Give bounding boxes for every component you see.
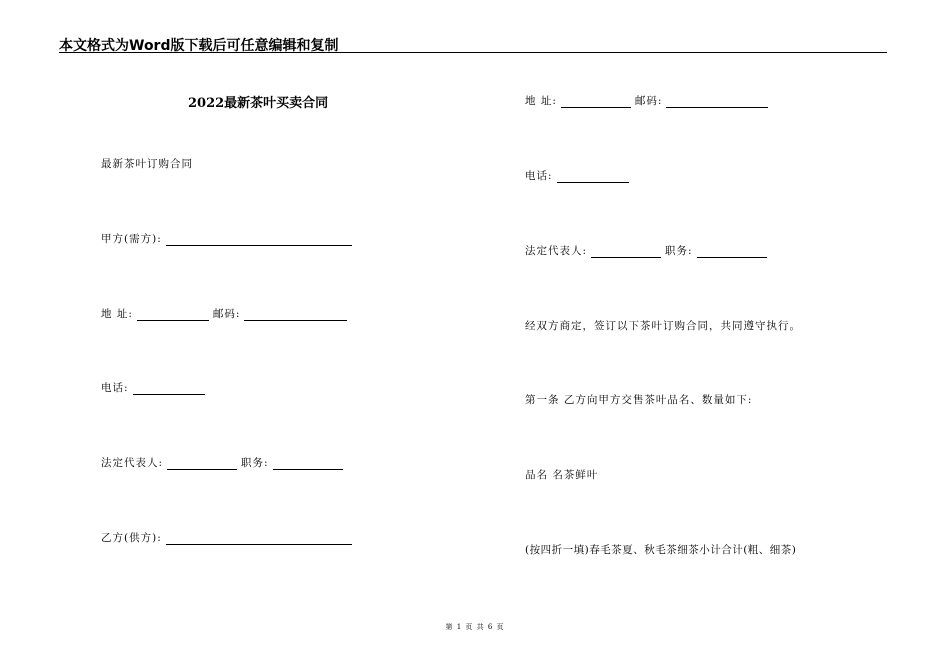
- party-b-blank: [166, 533, 352, 545]
- address-blank: [561, 96, 631, 108]
- phone-label: 电话:: [101, 382, 129, 394]
- legal-rep-label: 法定代表人:: [101, 457, 164, 469]
- legal-rep-label: 法定代表人:: [525, 245, 588, 257]
- document-title: 2022最新茶叶买卖合同: [188, 96, 329, 111]
- party-a-row: [101, 231, 356, 246]
- position-blank: [697, 246, 767, 258]
- address-label: 地 址:: [525, 95, 557, 107]
- agreement-text: 经双方商定，签订以下茶叶订购合同，共同遵守执行。: [525, 320, 801, 332]
- legal-rep-blank: [167, 458, 237, 470]
- contract-subtitle: [101, 156, 193, 171]
- postcode-label: 邮码:: [634, 95, 663, 107]
- address-label: 地 址:: [101, 308, 133, 320]
- party-a-legal-rep-row: [101, 455, 347, 470]
- agreement-paragraph: [525, 318, 801, 333]
- postcode-label: 邮码:: [212, 308, 241, 320]
- postcode-blank: [244, 309, 347, 321]
- header-divider: [59, 52, 887, 53]
- position-label: 职务:: [241, 457, 269, 469]
- position-label: 职务:: [665, 245, 693, 257]
- header-text: 本文格式为Word版下载后可任意编辑和复制: [59, 38, 339, 54]
- position-blank: [273, 458, 343, 470]
- party-b-phone-row: [525, 168, 633, 183]
- party-a-phone-row: [101, 380, 209, 395]
- product-name-paragraph: [525, 467, 598, 482]
- phone-blank: [557, 171, 629, 183]
- contract-subtitle-text: 最新茶叶订购合同: [101, 158, 193, 170]
- party-b-address-row: [525, 93, 772, 108]
- product-detail-paragraph: [525, 542, 796, 557]
- legal-rep-blank: [591, 246, 661, 258]
- party-a-blank: [166, 234, 352, 246]
- address-blank: [137, 309, 209, 321]
- phone-label: 电话:: [525, 170, 553, 182]
- party-a-label: 甲方(需方):: [101, 233, 162, 245]
- party-a-address-row: [101, 306, 351, 321]
- clause-one-paragraph: [525, 392, 752, 407]
- party-b-legal-rep-row: [525, 243, 771, 258]
- party-b-label: 乙方(供方):: [101, 532, 162, 544]
- product-name-text: 品名 名茶鲜叶: [525, 469, 599, 481]
- clause-one-text: 第一条 乙方向甲方交售茶叶品名、数量如下:: [525, 394, 753, 406]
- postcode-blank: [666, 96, 768, 108]
- product-detail-text: (按四折一填)春毛茶夏、秋毛茶细茶小计合计(粗、细茶): [525, 544, 797, 556]
- page-footer: 第 1 页 共 6 页: [445, 623, 505, 631]
- party-b-row: [101, 530, 356, 545]
- phone-blank: [133, 383, 205, 395]
